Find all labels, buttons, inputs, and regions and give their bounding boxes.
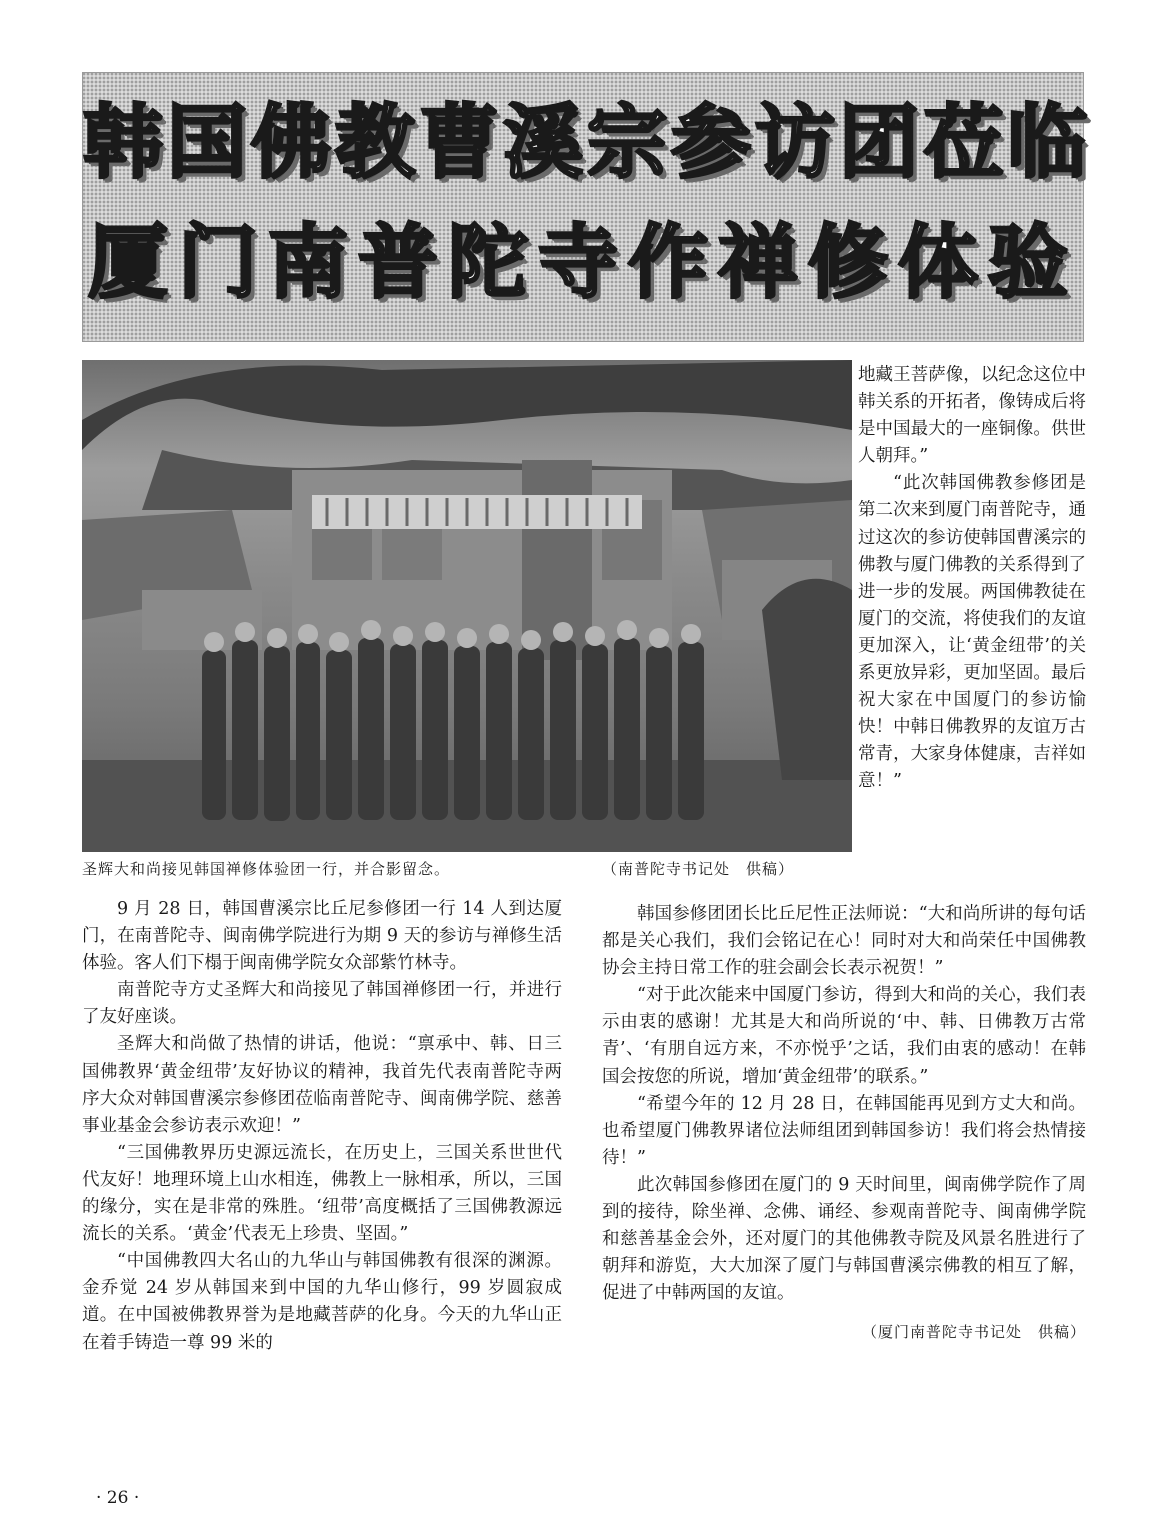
group-photo <box>82 360 852 852</box>
title-banner <box>82 72 1091 342</box>
paragraph: 南普陀寺方丈圣辉大和尚接见了韩国禅修团一行，并进行了友好座谈。 <box>82 980 562 1028</box>
paragraph: 此次韩国参修团在厦门的 9 天时间里，闽南佛学院作了周到的接待，除坐禅、念佛、诵经、参观南普陀寺、闽南佛学院和慈善基金会外，还对厦门的其他佛教寺院及风景名胜进行了朝拜和游览，大大加深了厦门与韩国曹溪宗佛教的相互了解，促进了中韩两国的友谊。 <box>602 1174 1086 1304</box>
right-column <box>602 901 1086 1347</box>
photo-caption: 圣辉大和尚接见韩国禅修体验团一行，并合影留念。 <box>82 860 451 878</box>
paragraph: 韩国参修团团长比丘尼性正法师说：“大和尚所讲的每句话都是关心我们，我们会铭记在心！同时对大和尚荣任中国佛教协会主持日常工作的驻会副会长表示祝贺！” <box>602 904 1086 979</box>
page-number: · 26 · <box>96 1488 140 1508</box>
paragraph: 圣辉大和尚做了热情的讲话，他说：“禀承中、韩、日三国佛教界‘黄金纽带’友好协议的精神，我首先代表南普陀寺两序大众对韩国曹溪宗参修团莅临南普陀寺、闽南佛学院、慈善事业基金会参访表示欢迎！” <box>82 1034 562 1136</box>
paragraph: “对于此次能来中国厦门参访，得到大和尚的关心，我们表示由衷的感谢！尤其是大和尚所说的‘中、韩、日佛教万古常青’、‘有朋自远方来，不亦悦乎’之话，我们由衷的感动！在韩国会按您的所说，增加‘黄金纽带’的联系。” <box>602 985 1086 1087</box>
headline-line-1: 韩国佛教曹溪宗参访团莅临 <box>83 96 1091 189</box>
paragraph: “三国佛教界历史源远流长，在历史上，三国关系世世代代友好！地理环境上山水相连，佛教上一脉相承，所以，三国的缘分，实在是非常的殊胜。‘纽带’高度概括了三国佛教源远流长的关系。‘黄金’代表无上珍贵、坚固。” <box>82 1142 562 1245</box>
paragraph: “中国佛教四大名山的九华山与韩国佛教有很深的渊源。金乔觉 24 岁从韩国来到中国的九华山修行，99 岁圆寂成道。在中国被佛教界誉为是地藏菩萨的化身。今天的九华山正在着手铸造一尊 99 米的 <box>82 1251 562 1353</box>
article-credit: （厦门南普陀寺书记处 供稿） <box>861 1323 1086 1342</box>
paragraph: 地藏王菩萨像，以纪念这位中韩关系的开拓者，像铸成后将是中国最大的一座铜像。供世人朝拜。” <box>858 365 1086 467</box>
photo-credit: （南普陀寺书记处 供稿） <box>602 860 795 878</box>
headline-line-2: 厦门南普陀寺作禅修体验 <box>88 216 1078 309</box>
paragraph: “希望今年的 12 月 28 日，在韩国能再见到方丈大和尚。也希望厦门佛教界诸位法师组团到韩国参访！我们将会热情接待！” <box>602 1093 1086 1168</box>
left-column <box>82 896 562 1357</box>
paragraph: 9 月 28 日，韩国曹溪宗比丘尼参修团一行 14 人到达厦门，在南普陀寺、闽南佛学院进行为期 9 天的参访与禅修生活体验。客人们下榻于闽南佛学院女众部紫竹林寺。 <box>82 899 562 974</box>
side-column <box>858 362 1086 796</box>
temple-group-photo-illustration <box>82 360 852 852</box>
paragraph: “此次韩国佛教参修团是第二次来到厦门南普陀寺，通过这次的参访使韩国曹溪宗的佛教与厦门佛教的关系得到了进一步的发展。两国佛教徒在厦门的交流，将使我们的友谊更加深入，让‘黄金纽带’的关系更放异彩，更加坚固。最后祝大家在中国厦门的参访愉快！中韩日佛教界的友谊万古常青，大家身体健康，吉祥如意！” <box>858 473 1086 792</box>
